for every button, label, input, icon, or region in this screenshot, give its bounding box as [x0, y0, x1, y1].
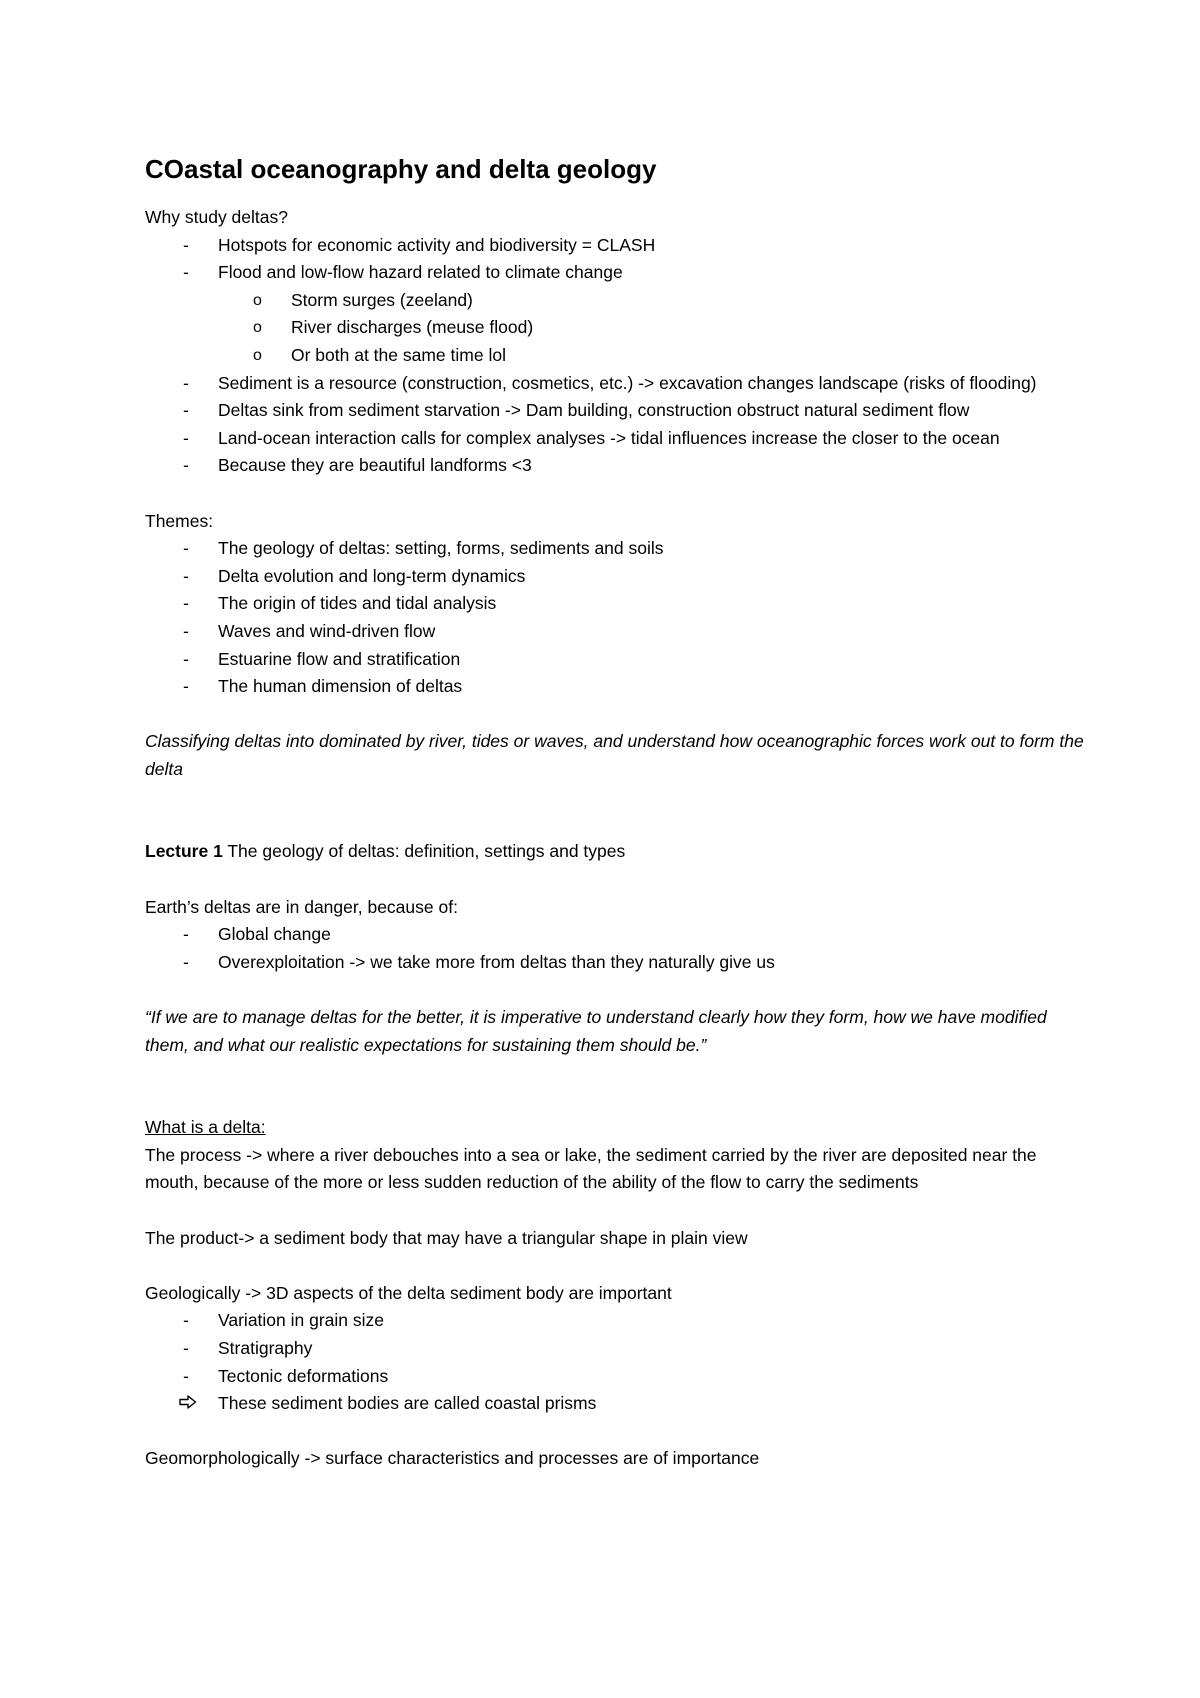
delta-heading: What is a delta:	[145, 1117, 266, 1138]
classifying-note: Classifying deltas into dominated by river, tides or waves, and understand how oceanographic forces work out to form the delta	[145, 731, 1084, 779]
arrow-right-icon	[179, 1390, 197, 1418]
lecture-heading: Lecture 1 The geology of deltas: definition, settings and types	[145, 841, 626, 862]
list-item: - Waves and wind-driven flow	[183, 620, 436, 641]
document-title: COastal oceanography and delta geology	[145, 154, 657, 184]
list-item: - Land-ocean interaction calls for complex analyses -> tidal influences increase the closer to the ocean	[183, 427, 1000, 448]
climate-sublist	[145, 287, 1085, 370]
list-item: o Or both at the same time lol	[253, 344, 506, 365]
delta-process: The process -> where a river debouches into a sea or lake, the sediment carried by the river are deposited near the mouth, because of the more or less sudden reduction of the ability of the flow to carry the sediments	[145, 1144, 1037, 1193]
list-item: These sediment bodies are called coastal prisms	[145, 1390, 1085, 1418]
list-item: - Flood and low-flow hazard related to climate change	[183, 262, 623, 283]
danger-list	[145, 921, 1085, 976]
why-heading: Why study deltas?	[145, 207, 288, 227]
list-item: - Deltas sink from sediment starvation -> Dam building, construction obstruct natural sediment flow	[183, 400, 970, 421]
geo-list	[145, 1307, 1085, 1417]
list-item: - Hotspots for economic activity and biodiversity = CLASH	[183, 234, 656, 255]
list-item: - Variation in grain size	[183, 1310, 385, 1331]
list-item: - Sediment is a resource (construction, cosmetics, etc.) -> excavation changes landscape (risks of flooding)	[183, 372, 1037, 393]
list-item: o Storm surges (zeeland)	[253, 289, 473, 310]
why-list	[145, 232, 1085, 287]
list-item: o River discharges (meuse flood)	[253, 317, 534, 338]
list-item: - Tectonic deformations	[183, 1365, 389, 1386]
quote: “If we are to manage deltas for the better, it is imperative to understand clearly how they form, how we have modified them, and what our realistic expectations for sustaining them should be.”	[145, 1007, 1047, 1055]
delta-geomorph: Geomorphologically -> surface characteristics and processes are of importance	[145, 1448, 760, 1469]
danger-heading: Earth’s deltas are in danger, because of:	[145, 896, 458, 917]
themes-heading: Themes:	[145, 510, 214, 531]
list-item: - Stratigraphy	[183, 1337, 313, 1358]
delta-product: The product-> a sediment body that may have a triangular shape in plain view	[145, 1227, 748, 1248]
themes-list	[145, 535, 1085, 701]
why-list-cont	[145, 370, 1085, 480]
list-item: - Overexploitation -> we take more from deltas than they naturally give us	[183, 951, 775, 972]
list-item: - The human dimension of deltas	[183, 676, 463, 697]
list-item: - Delta evolution and long-term dynamics	[183, 565, 526, 586]
list-item: - Because they are beautiful landforms <3	[183, 455, 532, 476]
list-item: - Global change	[183, 924, 331, 945]
list-item: - Estuarine flow and stratification	[183, 648, 461, 669]
list-item: - The geology of deltas: setting, forms, sediments and soils	[183, 538, 664, 559]
list-item: - The origin of tides and tidal analysis	[183, 593, 497, 614]
document-page	[145, 140, 1085, 1473]
delta-geologically: Geologically -> 3D aspects of the delta sediment body are important	[145, 1282, 672, 1303]
